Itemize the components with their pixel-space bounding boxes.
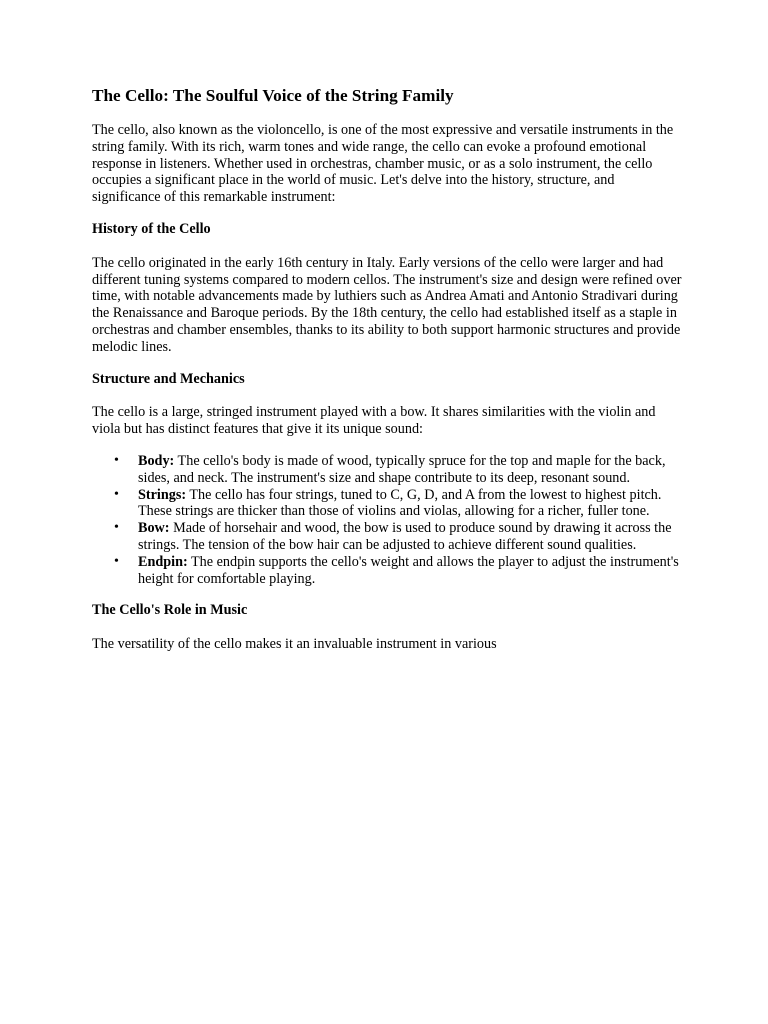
- role-paragraph: The versatility of the cello makes it an invaluable instrument in various: [92, 636, 497, 653]
- list-item-text: Made of horsehair and wood, the bow is used to produce sound by drawing it across the strings. The tension of the bow hair can be adjusted to achieve different sound qualities.: [138, 520, 672, 553]
- bullet-icon: •: [114, 452, 119, 468]
- list-item-term: Strings:: [138, 486, 187, 503]
- role-heading: The Cello's Role in Music: [92, 602, 248, 619]
- bullet-icon: •: [114, 520, 119, 536]
- list-item-strings: [92, 487, 682, 521]
- parts-list: [92, 453, 682, 587]
- list-item-body: [92, 453, 682, 487]
- history-paragraph: The cello originated in the early 16th century in Italy. Early versions of the cello were larger and had different tuning systems compared to modern cellos. The instrument's size and design were refined over time, with notable advancements made by luthiers such as Andrea Amati and Antonio Stradivari during the Renaissance and Baroque periods. By the 18th century, the cello had established itself as a staple in orchestras and chamber ensembles, thanks to its ability to both support harmonic structures and provide melodic lines.: [92, 254, 682, 355]
- intro-paragraph: The cello, also known as the violoncello, is one of the most expressive and versatile instruments in the string family. With its rich, warm tones and wide range, the cello can evoke a profound emotional response in listeners. Whether used in orchestras, chamber music, or as a solo instrument, the cello occupies a significant place in the world of music. Let's delve into the history, structure, and significance of this remarkable instrument:: [92, 122, 674, 206]
- history-heading: History of the Cello: [92, 220, 211, 237]
- list-item-term: Bow:: [138, 520, 170, 537]
- list-item-endpin: [92, 554, 682, 588]
- list-item-bow: [92, 520, 682, 554]
- list-item-term: Endpin:: [138, 553, 188, 570]
- document-page: [92, 86, 682, 668]
- list-item-text: The cello has four strings, tuned to C, G, D, and A from the lowest to highest pitch. These strings are thicker than those of violins and violas, allowing for a richer, fuller tone.: [138, 486, 662, 520]
- list-item-text: The cello's body is made of wood, typically spruce for the top and maple for the back, sides, and neck. The instrument's size and shape contribute to its deep, resonant sound.: [138, 452, 666, 486]
- list-item-term: Body:: [138, 452, 175, 469]
- list-item-text: The endpin supports the cello's weight and allows the player to adjust the instrument's height for comfortable playing.: [138, 553, 679, 587]
- structure-paragraph: The cello is a large, stringed instrument played with a bow. It shares similarities with the violin and viola but has distinct features that give it its unique sound:: [92, 404, 656, 438]
- bullet-icon: •: [114, 486, 119, 502]
- structure-heading: Structure and Mechanics: [92, 370, 245, 387]
- document-title: The Cello: The Soulful Voice of the String Family: [92, 86, 454, 105]
- bullet-icon: •: [114, 553, 119, 569]
